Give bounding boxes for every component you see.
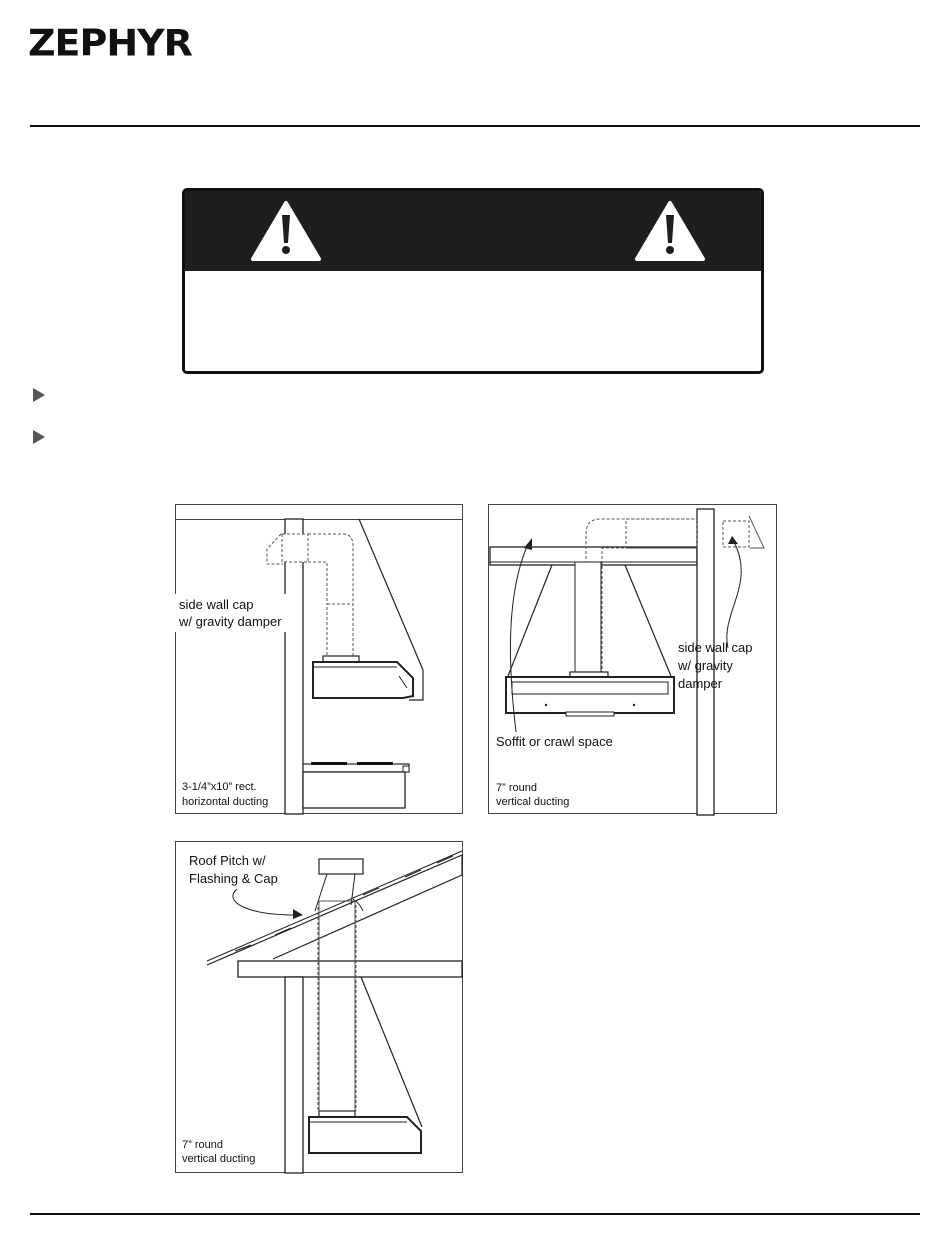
footer-divider bbox=[30, 1213, 920, 1215]
diagram-wall-horizontal bbox=[175, 504, 464, 820]
soffit-label: Soffit or crawl space bbox=[496, 734, 613, 749]
roof-label-line2: Flashing & Cap bbox=[189, 871, 278, 886]
roof-label-line1: Roof Pitch w/ bbox=[189, 853, 266, 868]
triangle-right-icon bbox=[32, 429, 46, 445]
duct-label-line2: vertical ducting bbox=[496, 796, 570, 808]
diagram-soffit-vertical-drawing bbox=[488, 504, 778, 817]
wall-cap-label-line2: w/ gravity bbox=[678, 658, 733, 673]
duct-label-line2: vertical ducting bbox=[182, 1153, 256, 1165]
warning-header-bar bbox=[185, 191, 761, 271]
duct-label-line1: 7” round bbox=[182, 1139, 223, 1151]
diagram-roof-vertical bbox=[175, 841, 464, 1179]
diagram-soffit-vertical bbox=[488, 504, 778, 822]
duct-label-line2: horizontal ducting bbox=[182, 796, 269, 808]
diagram-roof-vertical-drawing bbox=[175, 841, 464, 1174]
brand-logo: ZEPHYR bbox=[28, 22, 192, 64]
triangle-right-icon bbox=[32, 387, 46, 403]
warning-box bbox=[182, 188, 764, 374]
wall-cap-label-line1: side wall cap bbox=[678, 640, 753, 655]
duct-label-line1: 3-1/4”x10” rect. bbox=[182, 781, 257, 793]
duct-label-line1: 7” round bbox=[496, 782, 537, 794]
warning-triangle-icon bbox=[633, 199, 707, 263]
diagram-wall-horizontal-drawing bbox=[175, 504, 464, 815]
header-divider bbox=[30, 125, 920, 127]
wall-cap-label-line1: side wall cap bbox=[179, 597, 254, 612]
wall-cap-label-line3: damper bbox=[678, 676, 723, 691]
wall-cap-label-line2: w/ gravity damper bbox=[179, 614, 282, 629]
warning-triangle-icon bbox=[249, 199, 323, 263]
